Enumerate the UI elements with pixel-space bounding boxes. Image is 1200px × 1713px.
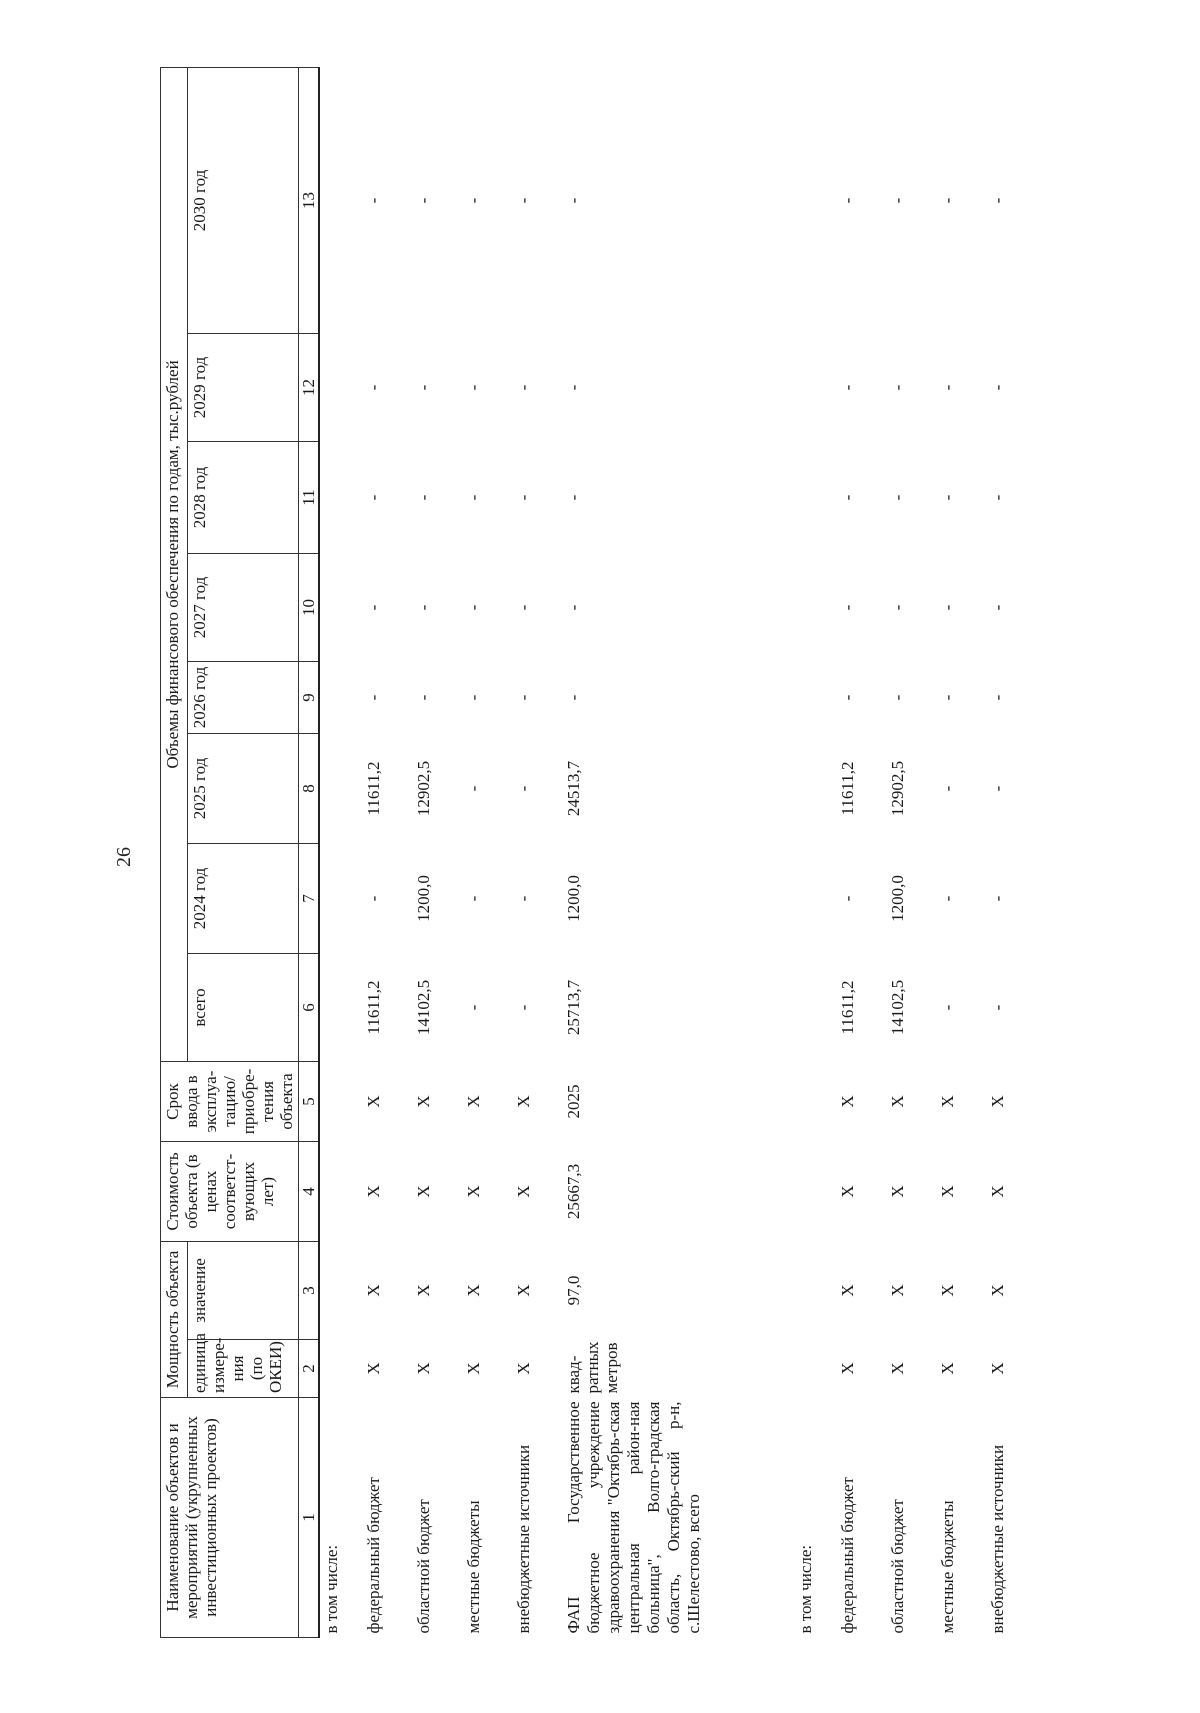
- table-cell: [319, 734, 362, 844]
- table-body: [319, 67, 1036, 1637]
- table-cell: X: [938, 1362, 957, 1375]
- table-cell: [794, 662, 836, 734]
- column-number: 5: [299, 1062, 320, 1142]
- table-cell: 1200,0: [888, 875, 907, 922]
- table-cell: -: [938, 694, 957, 701]
- table-cell: X: [838, 1284, 857, 1297]
- row-name-cell: областной бюджет: [888, 1499, 907, 1634]
- row-name-cell: областной бюджет: [414, 1499, 433, 1634]
- table-cell: X: [464, 1185, 483, 1198]
- header-2024: 2024 год: [187, 844, 298, 954]
- page-number: 26: [113, 847, 135, 867]
- column-number: 11: [299, 442, 320, 554]
- table-cell: X: [464, 1284, 483, 1297]
- table-cell: -: [464, 384, 483, 391]
- table-row: [362, 67, 412, 1637]
- table-cell: X: [988, 1185, 1007, 1198]
- table-cell: 1200,0: [414, 875, 433, 922]
- table-cell: -: [514, 895, 533, 902]
- table-cell: -: [938, 197, 957, 204]
- table-cell: [319, 442, 362, 554]
- table-cell: X: [838, 1095, 857, 1108]
- table-cell: [319, 662, 362, 734]
- header-2027: 2027 год: [187, 554, 298, 662]
- table-cell: -: [464, 895, 483, 902]
- table-cell: -: [364, 197, 383, 204]
- table-cell: X: [938, 1284, 957, 1297]
- column-number: 12: [299, 334, 320, 442]
- table-cell: [319, 1242, 362, 1340]
- table-cell: [319, 1062, 362, 1142]
- table-cell: [794, 1242, 836, 1340]
- table-cell: X: [414, 1362, 433, 1375]
- table-cell: [794, 954, 836, 1062]
- table-cell: [794, 1340, 836, 1398]
- table-cell: -: [364, 494, 383, 501]
- table-cell: -: [464, 494, 483, 501]
- table-cell: [319, 954, 362, 1062]
- table-cell: X: [514, 1095, 533, 1108]
- row-name-cell: внебюджетные источники: [514, 1444, 533, 1634]
- table-cell: [794, 442, 836, 554]
- table-cell: -: [514, 494, 533, 501]
- column-number: 4: [299, 1142, 320, 1242]
- table-cell: -: [464, 694, 483, 701]
- header-2028: 2028 год: [187, 442, 298, 554]
- table-cell: 97,0: [564, 1275, 583, 1306]
- header-cost: Стоимость объекта (в ценах соответст-вующих лет): [161, 1142, 299, 1242]
- table-cell: 12902,5: [414, 760, 433, 817]
- table-cell: 11611,2: [838, 980, 857, 1035]
- table-cell: -: [414, 604, 433, 611]
- table-cell: -: [988, 604, 1007, 611]
- table-cell: -: [464, 197, 483, 204]
- table-cell: -: [888, 604, 907, 611]
- header-total: всего: [187, 954, 298, 1062]
- column-number: 13: [299, 67, 320, 333]
- table-cell: -: [514, 694, 533, 701]
- table-cell: 11611,2: [838, 761, 857, 816]
- table-cell: -: [838, 694, 857, 701]
- row-name-cell: местные бюджеты: [464, 1500, 483, 1634]
- row-name-cell: федеральный бюджет: [364, 1477, 383, 1634]
- table-cell: [794, 1062, 836, 1142]
- table-cell: X: [888, 1362, 907, 1375]
- table-cell: X: [464, 1362, 483, 1375]
- table-row: [936, 67, 986, 1637]
- table-cell: -: [514, 197, 533, 204]
- table-cell: X: [364, 1095, 383, 1108]
- header-2030: 2030 год: [187, 67, 298, 333]
- table-cell: [794, 67, 836, 333]
- table-cell: -: [564, 494, 583, 501]
- table-cell: -: [564, 197, 583, 204]
- table-cell: -: [838, 384, 857, 391]
- table-cell: -: [364, 604, 383, 611]
- table-cell: X: [464, 1095, 483, 1108]
- table-cell: -: [364, 895, 383, 902]
- row-name-cell: местные бюджеты: [938, 1500, 957, 1634]
- table-cell: -: [414, 197, 433, 204]
- table-cell: X: [938, 1095, 957, 1108]
- table-cell: X: [838, 1185, 857, 1198]
- table-cell: -: [888, 197, 907, 204]
- table-cell: X: [838, 1362, 857, 1375]
- table-cell: X: [364, 1362, 383, 1375]
- table-cell: -: [938, 604, 957, 611]
- header-2025: 2025 год: [187, 734, 298, 844]
- table-cell: -: [988, 494, 1007, 501]
- table-cell: -: [938, 384, 957, 391]
- table-cell: -: [988, 1004, 1007, 1011]
- column-number: 9: [299, 662, 320, 734]
- table-cell: [319, 554, 362, 662]
- table-cell: [319, 334, 362, 442]
- table-cell: -: [364, 694, 383, 701]
- table-cell: 12902,5: [888, 760, 907, 817]
- rotated-table-area: [160, 68, 1200, 1638]
- table-cell: -: [938, 494, 957, 501]
- table-cell: -: [988, 694, 1007, 701]
- table-cell: X: [414, 1095, 433, 1108]
- table-cell: [794, 844, 836, 954]
- table-cell: 25667,3: [564, 1163, 583, 1220]
- table-row: [512, 67, 562, 1637]
- table-cell: [319, 844, 362, 954]
- table-cell: 24513,7: [564, 760, 583, 817]
- header-value: значение: [187, 1242, 298, 1340]
- table-cell: -: [514, 384, 533, 391]
- table-cell: -: [988, 895, 1007, 902]
- header-term: Срок ввода в эксплуа-тацию/ приобре-тения объекта: [161, 1062, 299, 1142]
- table-cell: X: [414, 1284, 433, 1297]
- table-cell: 14102,5: [414, 979, 433, 1036]
- header-finance: Объемы финансового обеспечения по годам, тыс.рублей: [161, 67, 188, 1061]
- table-cell: -: [888, 384, 907, 391]
- header-2029: 2029 год: [187, 334, 298, 442]
- table-row: [836, 67, 886, 1637]
- table-cell: -: [838, 604, 857, 611]
- table-cell: X: [938, 1185, 957, 1198]
- table-cell: -: [514, 604, 533, 611]
- table-cell: [794, 334, 836, 442]
- header-capacity: Мощность объекта: [161, 1242, 188, 1398]
- table-cell: -: [414, 494, 433, 501]
- table-cell: -: [988, 197, 1007, 204]
- table-cell: квад-ратных метров: [564, 1341, 621, 1394]
- row-name-cell: федеральный бюджет: [838, 1477, 857, 1634]
- row-name-cell: в том числе:: [796, 1544, 815, 1634]
- table-cell: X: [514, 1185, 533, 1198]
- table-cell: -: [838, 197, 857, 204]
- table-cell: -: [464, 785, 483, 792]
- financing-table: [160, 67, 1036, 1638]
- table-row: [794, 67, 836, 1637]
- table-cell: -: [464, 604, 483, 611]
- column-number: 3: [299, 1242, 320, 1340]
- table-row: [562, 67, 794, 1637]
- table-cell: X: [888, 1095, 907, 1108]
- column-number: 10: [299, 554, 320, 662]
- row-name-cell: ФАП Государственное бюджетное учреждение здравоохранения "Октябрь-ская центральная район-ная больница", Волго-градская область, Октябрь-ский р-н, с.Шелестово, всего: [564, 1401, 703, 1634]
- row-name-cell: внебюджетные источники: [988, 1444, 1007, 1634]
- table-cell: [794, 554, 836, 662]
- table-header: [161, 67, 320, 1637]
- table-cell: 2025: [564, 1084, 583, 1119]
- header-name: Наименование объектов и мероприятий (укрупненных инвестиционных проектов): [161, 1398, 299, 1638]
- table-cell: X: [364, 1185, 383, 1198]
- table-row: [412, 67, 462, 1637]
- table-cell: -: [414, 694, 433, 701]
- table-cell: -: [564, 694, 583, 701]
- column-number: 1: [299, 1398, 320, 1638]
- table-cell: [319, 1142, 362, 1242]
- table-cell: 11611,2: [364, 980, 383, 1035]
- table-cell: -: [888, 494, 907, 501]
- table-cell: X: [888, 1284, 907, 1297]
- table-cell: 11611,2: [364, 761, 383, 816]
- table-cell: X: [514, 1284, 533, 1297]
- table-cell: -: [988, 785, 1007, 792]
- table-cell: -: [564, 384, 583, 391]
- table-cell: X: [514, 1362, 533, 1375]
- row-name-cell: в том числе:: [322, 1544, 341, 1634]
- table-cell: -: [414, 384, 433, 391]
- table-cell: X: [364, 1284, 383, 1297]
- table-cell: 14102,5: [888, 979, 907, 1036]
- table-cell: -: [938, 785, 957, 792]
- table-row: [462, 67, 512, 1637]
- table-cell: [794, 734, 836, 844]
- table-cell: 25713,7: [564, 979, 583, 1036]
- table-cell: -: [838, 494, 857, 501]
- table-cell: -: [988, 384, 1007, 391]
- table-cell: -: [838, 895, 857, 902]
- table-cell: -: [364, 384, 383, 391]
- table-row: [319, 67, 362, 1637]
- table-cell: X: [414, 1185, 433, 1198]
- table-row: [886, 67, 936, 1637]
- table-cell: [319, 1340, 362, 1398]
- table-cell: -: [564, 604, 583, 611]
- table-cell: X: [988, 1362, 1007, 1375]
- column-numbers-row: [299, 67, 320, 1637]
- table-cell: [319, 67, 362, 333]
- table-cell: -: [938, 1004, 957, 1011]
- table-cell: -: [464, 1004, 483, 1011]
- table-row: [986, 67, 1036, 1637]
- table-cell: -: [938, 895, 957, 902]
- table-cell: -: [514, 785, 533, 792]
- column-number: 7: [299, 844, 320, 954]
- table-cell: X: [888, 1185, 907, 1198]
- column-number: 6: [299, 954, 320, 1062]
- table-cell: [794, 1142, 836, 1242]
- column-number: 8: [299, 734, 320, 844]
- column-number: 2: [299, 1340, 320, 1398]
- table-cell: 1200,0: [564, 875, 583, 922]
- table-cell: X: [988, 1284, 1007, 1297]
- header-2026: 2026 год: [187, 662, 298, 734]
- table-cell: -: [888, 694, 907, 701]
- table-cell: X: [988, 1095, 1007, 1108]
- table-cell: -: [514, 1004, 533, 1011]
- header-unit: единица измере-ния (по ОКЕИ): [187, 1340, 298, 1398]
